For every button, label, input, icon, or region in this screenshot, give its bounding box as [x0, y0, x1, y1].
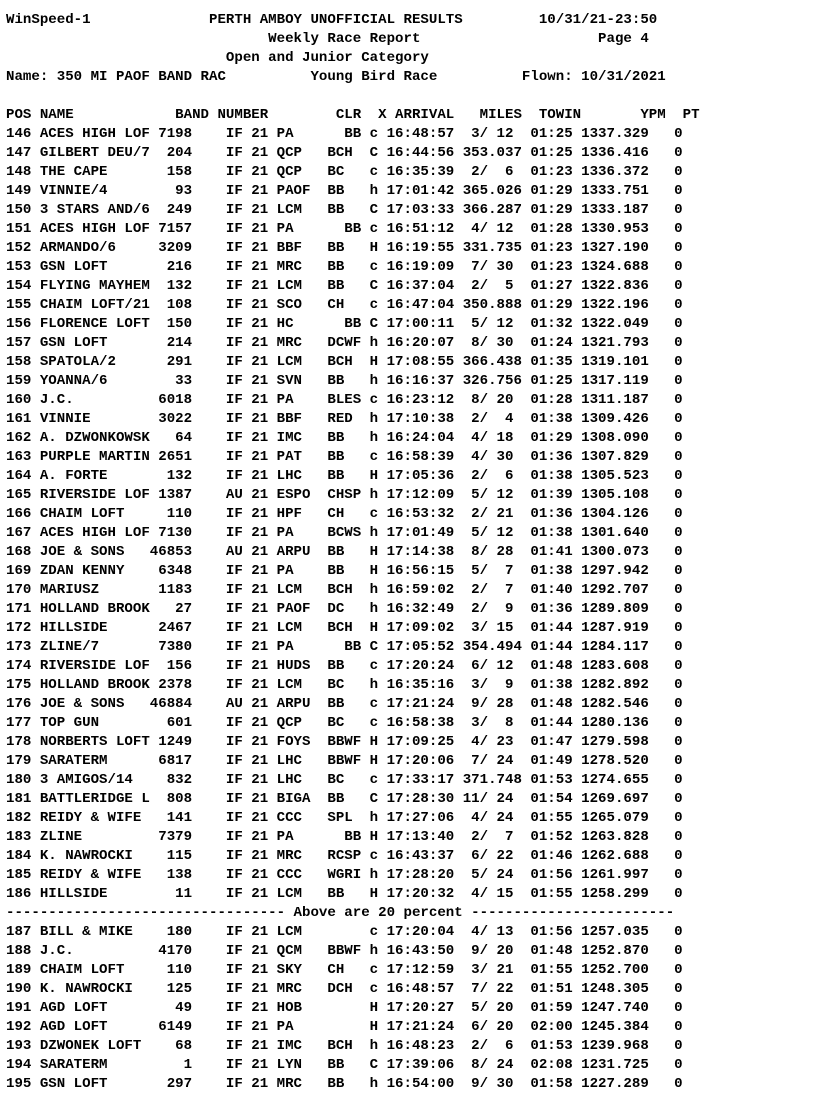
report-header-program-title-date: WinSpeed-1 PERTH AMBOY UNOFFICIAL RESULTS 10/31/21-23:50 — [6, 12, 658, 28]
result-row: 154 FLYING MAYHEM 132 IF 21 LCM BB C 16:37:04 2/ 5 01:27 1322.836 0 — [6, 278, 683, 294]
result-row: 146 ACES HIGH LOF 7198 IF 21 PA BB c 16:48:57 3/ 12 01:25 1337.329 0 — [6, 126, 683, 142]
blank-line — [6, 87, 700, 106]
race-report — [6, 11, 700, 1094]
result-row: 175 HOLLAND BROOK 2378 IF 21 LCM BC h 16:35:16 3/ 9 01:38 1282.892 0 — [6, 677, 683, 693]
result-row: 185 REIDY & WIFE 138 IF 21 CCC WGRI h 17:28:20 5/ 24 01:56 1261.997 0 — [6, 867, 683, 883]
result-row: 195 GSN LOFT 297 IF 21 MRC BB h 16:54:00 9/ 30 01:58 1227.289 0 — [6, 1076, 683, 1092]
result-row: 153 GSN LOFT 216 IF 21 MRC BB c 16:19:09 7/ 30 01:23 1324.688 0 — [6, 259, 683, 275]
result-row: 177 TOP GUN 601 IF 21 QCP BC c 16:58:38 3/ 8 01:44 1280.136 0 — [6, 715, 683, 731]
result-row: 170 MARIUSZ 1183 IF 21 LCM BCH h 16:59:02 2/ 7 01:40 1292.707 0 — [6, 582, 683, 598]
result-row: 173 ZLINE/7 7380 IF 21 PA BB C 17:05:52 354.494 01:44 1284.117 0 — [6, 639, 683, 655]
results-rows — [6, 125, 700, 1094]
result-row: 183 ZLINE 7379 IF 21 PA BB H 17:13:40 2/ 7 01:52 1263.828 0 — [6, 829, 683, 845]
result-row: 176 JOE & SONS 46884 AU 21 ARPU BB c 17:21:24 9/ 28 01:48 1282.546 0 — [6, 696, 683, 712]
result-row: 189 CHAIM LOFT 110 IF 21 SKY CH c 17:12:59 3/ 21 01:55 1252.700 0 — [6, 962, 683, 978]
result-row: 157 GSN LOFT 214 IF 21 MRC DCWF h 16:20:07 8/ 30 01:24 1321.793 0 — [6, 335, 683, 351]
result-row: 172 HILLSIDE 2467 IF 21 LCM BCH H 17:09:02 3/ 15 01:44 1287.919 0 — [6, 620, 683, 636]
result-row: 165 RIVERSIDE LOF 1387 AU 21 ESPO CHSP h 17:12:09 5/ 12 01:39 1305.108 0 — [6, 487, 683, 503]
result-row: 149 VINNIE/4 93 IF 21 PAOF BB h 17:01:42 365.026 01:29 1333.751 0 — [6, 183, 683, 199]
result-row: 188 J.C. 4170 IF 21 QCM BBWF h 16:43:50 9/ 20 01:48 1252.870 0 — [6, 943, 683, 959]
result-row: 169 ZDAN KENNY 6348 IF 21 PA BB H 16:56:15 5/ 7 01:38 1297.942 0 — [6, 563, 683, 579]
result-row: 156 FLORENCE LOFT 150 IF 21 HC BB C 17:00:11 5/ 12 01:32 1322.049 0 — [6, 316, 683, 332]
result-row: 161 VINNIE 3022 IF 21 BBF RED h 17:10:38 2/ 4 01:38 1309.426 0 — [6, 411, 683, 427]
result-row: 194 SARATERM 1 IF 21 LYN BB C 17:39:06 8/ 24 02:08 1231.725 0 — [6, 1057, 683, 1073]
result-row: 180 3 AMIGOS/14 832 IF 21 LHC BC c 17:33:17 371.748 01:53 1274.655 0 — [6, 772, 683, 788]
result-row: 179 SARATERM 6817 IF 21 LHC BBWF H 17:20:06 7/ 24 01:49 1278.520 0 — [6, 753, 683, 769]
result-row: 150 3 STARS AND/6 249 IF 21 LCM BB C 17:03:33 366.287 01:29 1333.187 0 — [6, 202, 683, 218]
report-header-race-name-flown: Name: 350 MI PAOF BAND RAC Young Bird Race Flown: 10/31/2021 — [6, 69, 666, 85]
result-row: 184 K. NAWROCKI 115 IF 21 MRC RCSP c 16:43:37 6/ 22 01:46 1262.688 0 — [6, 848, 683, 864]
result-row: 182 REIDY & WIFE 141 IF 21 CCC SPL h 17:27:06 4/ 24 01:55 1265.079 0 — [6, 810, 683, 826]
result-row: 152 ARMANDO/6 3209 IF 21 BBF BB H 16:19:55 331.735 01:23 1327.190 0 — [6, 240, 683, 256]
result-row: 187 BILL & MIKE 180 IF 21 LCM c 17:20:04 4/ 13 01:56 1257.035 0 — [6, 924, 683, 940]
result-row: 163 PURPLE MARTIN 2651 IF 21 PAT BB c 16:58:39 4/ 30 01:36 1307.829 0 — [6, 449, 683, 465]
result-row: 166 CHAIM LOFT 110 IF 21 HPF CH c 16:53:32 2/ 21 01:36 1304.126 0 — [6, 506, 683, 522]
result-row: 193 DZWONEK LOFT 68 IF 21 IMC BCH h 16:48:23 2/ 6 01:53 1239.968 0 — [6, 1038, 683, 1054]
result-row: 148 THE CAPE 158 IF 21 QCP BC c 16:35:39 2/ 6 01:23 1336.372 0 — [6, 164, 683, 180]
result-row: 171 HOLLAND BROOK 27 IF 21 PAOF DC h 16:32:49 2/ 9 01:36 1289.809 0 — [6, 601, 683, 617]
column-headers: POS NAME BAND NUMBER CLR X ARRIVAL MILES TOWIN YPM PT — [6, 107, 700, 123]
result-row: 147 GILBERT DEU/7 204 IF 21 QCP BCH C 16:44:56 353.037 01:25 1336.416 0 — [6, 145, 683, 161]
result-row: 151 ACES HIGH LOF 7157 IF 21 PA BB c 16:51:12 4/ 12 01:28 1330.953 0 — [6, 221, 683, 237]
result-row: 160 J.C. 6018 IF 21 PA BLES c 16:23:12 8/ 20 01:28 1311.187 0 — [6, 392, 683, 408]
result-row: 155 CHAIM LOFT/21 108 IF 21 SCO CH c 16:47:04 350.888 01:29 1322.196 0 — [6, 297, 683, 313]
result-row: 191 AGD LOFT 49 IF 21 HOB H 17:20:27 5/ 20 01:59 1247.740 0 — [6, 1000, 683, 1016]
result-row: 167 ACES HIGH LOF 7130 IF 21 PA BCWS h 17:01:49 5/ 12 01:38 1301.640 0 — [6, 525, 683, 541]
result-row: 168 JOE & SONS 46853 AU 21 ARPU BB H 17:14:38 8/ 28 01:41 1300.073 0 — [6, 544, 683, 560]
result-row: 158 SPATOLA/2 291 IF 21 LCM BCH H 17:08:55 366.438 01:35 1319.101 0 — [6, 354, 683, 370]
result-row: 192 AGD LOFT 6149 IF 21 PA H 17:21:24 6/ 20 02:00 1245.384 0 — [6, 1019, 683, 1035]
result-row: 164 A. FORTE 132 IF 21 LHC BB H 17:05:36 2/ 6 01:38 1305.523 0 — [6, 468, 683, 484]
result-row: 174 RIVERSIDE LOF 156 IF 21 HUDS BB c 17:20:24 6/ 12 01:48 1283.608 0 — [6, 658, 683, 674]
result-row: 159 YOANNA/6 33 IF 21 SVN BB h 16:16:37 326.756 01:25 1317.119 0 — [6, 373, 683, 389]
result-row: 190 K. NAWROCKI 125 IF 21 MRC DCH c 16:48:57 7/ 22 01:51 1248.305 0 — [6, 981, 683, 997]
result-row: 178 NORBERTS LOFT 1249 IF 21 FOYS BBWF H 17:09:25 4/ 23 01:47 1279.598 0 — [6, 734, 683, 750]
percent-separator-line: --------------------------------- Above are 20 percent ------------------------ — [6, 905, 675, 921]
report-header-report-type-page: Weekly Race Report Page 4 — [6, 31, 649, 47]
result-row: 186 HILLSIDE 11 IF 21 LCM BB H 17:20:32 4/ 15 01:55 1258.299 0 — [6, 886, 683, 902]
report-header-category: Open and Junior Category — [6, 50, 429, 66]
result-row: 162 A. DZWONKOWSK 64 IF 21 IMC BB h 16:24:04 4/ 18 01:29 1308.090 0 — [6, 430, 683, 446]
result-row: 181 BATTLERIDGE L 808 IF 21 BIGA BB C 17:28:30 11/ 24 01:54 1269.697 0 — [6, 791, 683, 807]
